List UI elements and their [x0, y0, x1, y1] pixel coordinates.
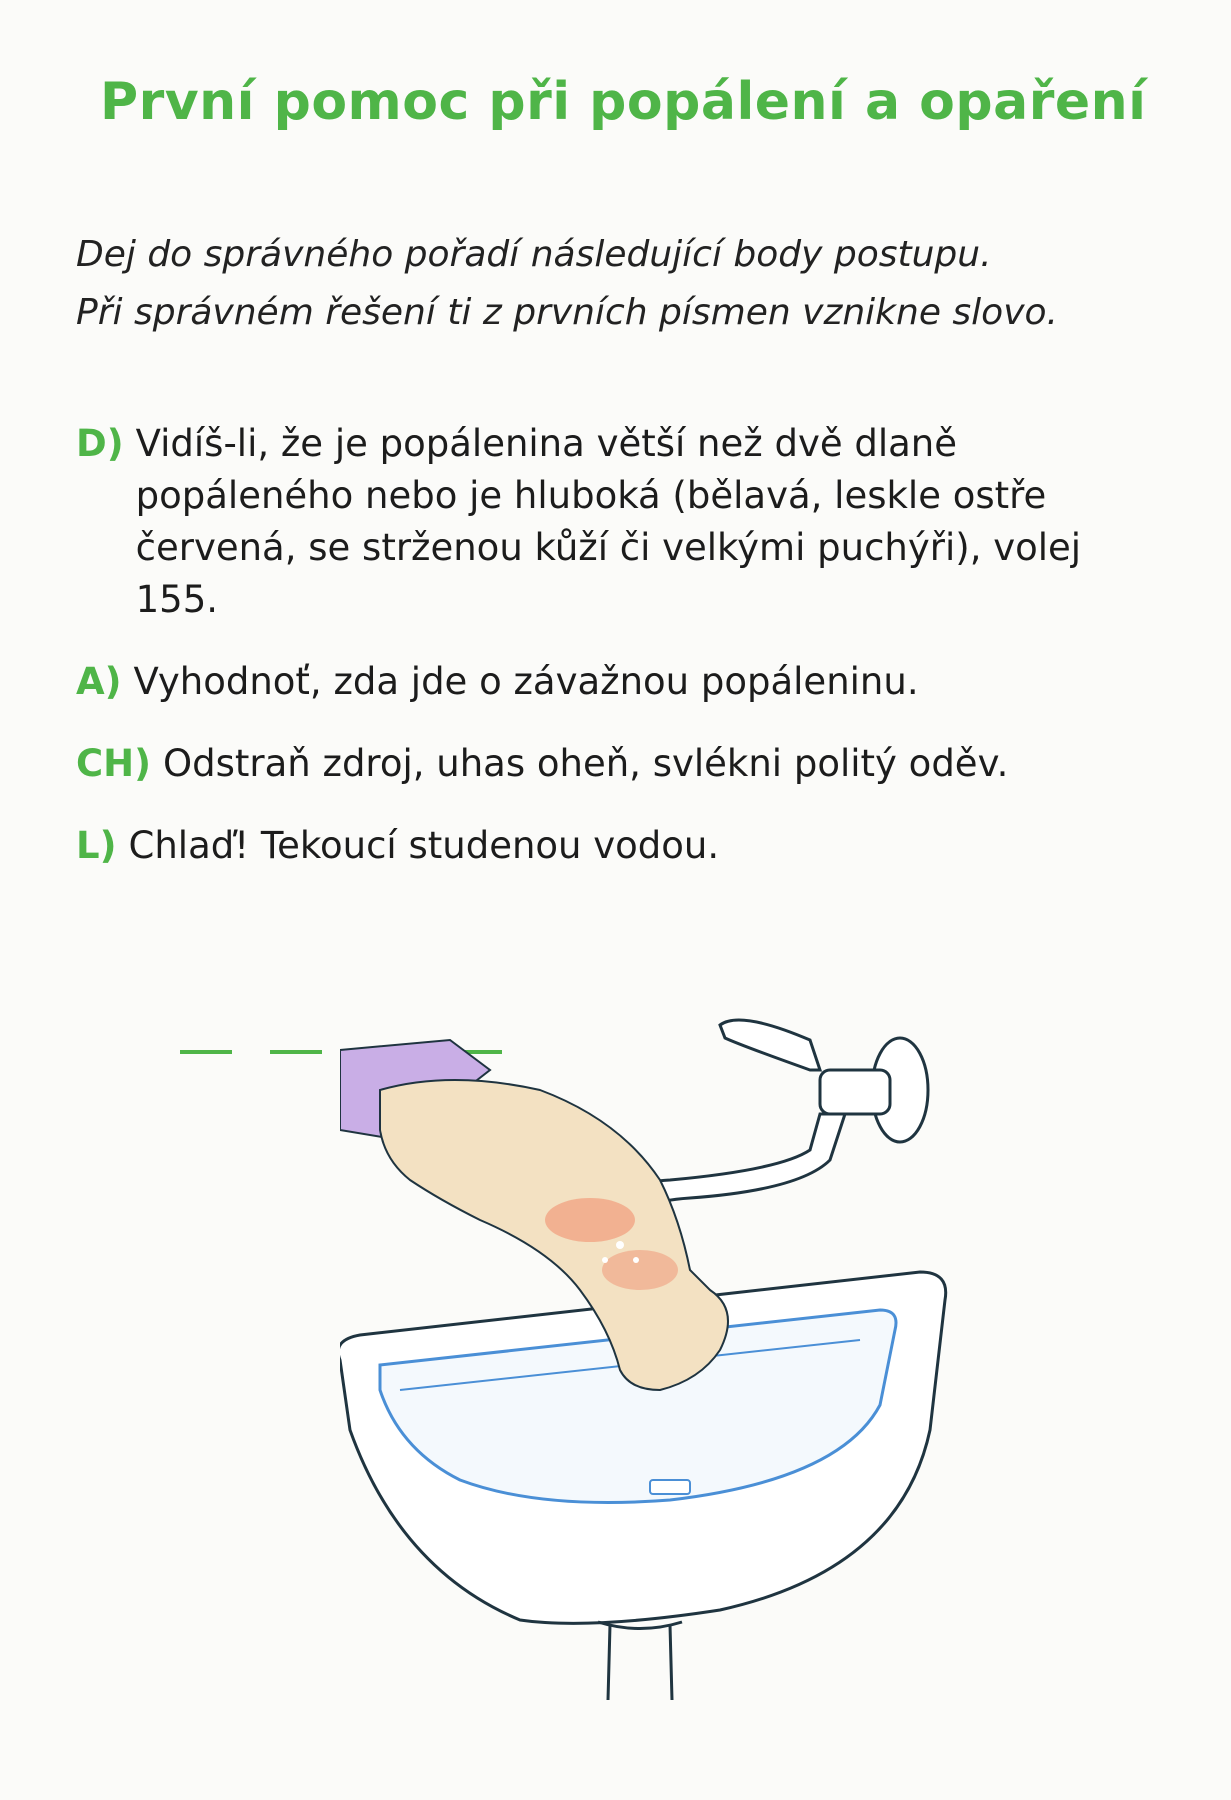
step-text: Vyhodnoť, zda jde o závažnou popáleninu.	[133, 660, 919, 703]
step-text: Chlaď! Tekoucí studenou vodou.	[128, 824, 720, 867]
arm-under-faucet-sink-illustration	[340, 1010, 1100, 1710]
instructions-line-2: Při správném řešení ti z prvních písmen vznikne slovo.	[76, 292, 1058, 333]
step-item-ch	[76, 738, 1116, 790]
answer-slot[interactable]	[180, 1050, 232, 1054]
instructions	[76, 226, 1156, 342]
step-letter: L)	[76, 824, 117, 867]
step-letter: A)	[76, 660, 122, 703]
step-text: Odstraň zdroj, uhas oheň, svlékni politý oděv.	[163, 742, 1009, 785]
step-item-l	[76, 820, 1116, 872]
page-title: První pomoc při popálení a opaření	[100, 72, 1147, 132]
step-letter: CH)	[76, 742, 152, 785]
step-letter: D)	[76, 422, 124, 465]
step-text: Vidíš-li, že je popálenina větší než dvě dlaně popáleného nebo je hluboká (bělavá, leskle ostře červená, se strženou kůží či velkými puchýři), volej 155.	[135, 422, 1082, 621]
instructions-line-1: Dej do správného pořadí následující body postupu.	[76, 234, 992, 275]
answer-slot[interactable]	[270, 1050, 322, 1054]
steps-list	[76, 418, 1116, 902]
step-item-a	[76, 656, 1116, 708]
faucet-icon	[623, 1020, 928, 1220]
step-item-d	[76, 418, 1116, 626]
